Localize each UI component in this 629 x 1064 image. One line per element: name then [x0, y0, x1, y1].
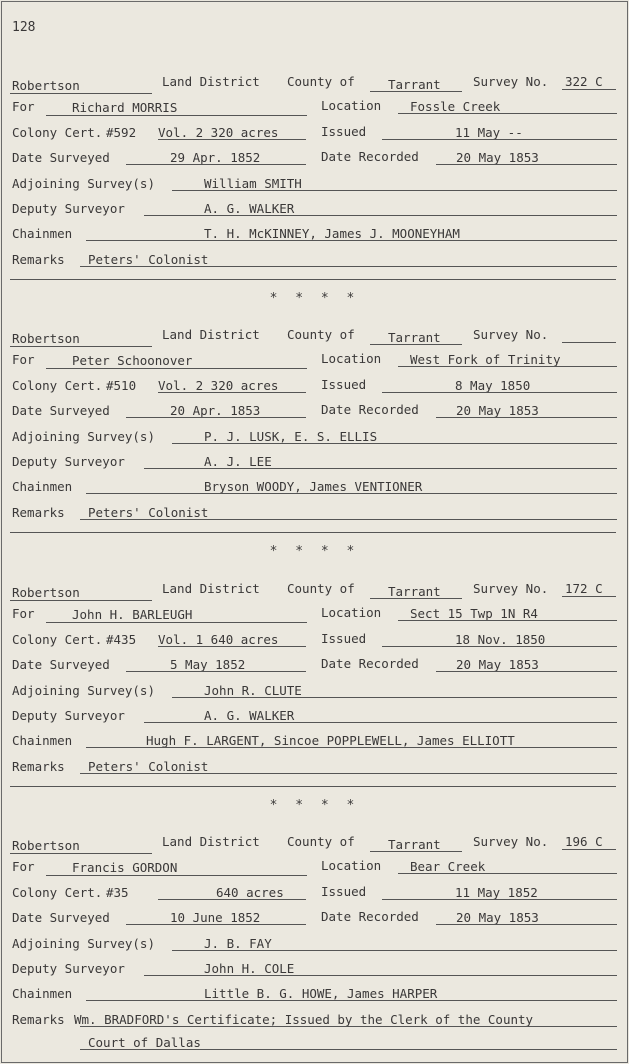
cert-no-value: #592 [106, 124, 137, 140]
adjoining-value: J. B. FAY [204, 935, 272, 951]
remarks-value: Wm. BRADFORD's Certificate; Issued by the Clerk of the County [74, 1011, 534, 1027]
fill-line [80, 773, 617, 774]
for-value: Richard MORRIS [72, 100, 178, 116]
county-value: Tarrant [388, 584, 441, 599]
date-recorded-label: Date Recorded [321, 402, 419, 418]
fill-line [126, 164, 306, 165]
fill-line [398, 366, 617, 367]
remarks-value: Peters' Colonist [88, 504, 209, 520]
survey-no-value: 322 C [565, 74, 603, 89]
fill-line [126, 671, 306, 672]
location-label: Location [321, 98, 382, 114]
colony-cert-label: Colony Cert. [12, 124, 103, 140]
fill-line [436, 164, 617, 165]
county-of-label: County of [287, 74, 355, 89]
fill-line [80, 1049, 617, 1050]
survey-no-value: 172 C [565, 581, 603, 596]
fill-line [46, 368, 307, 369]
fill-line [562, 342, 616, 343]
adjoining-label: Adjoining Survey(s) [12, 428, 155, 444]
district-value: Robertson [12, 838, 80, 853]
issued-value: 11 May -- [455, 124, 523, 140]
fill-line [172, 190, 617, 191]
fill-line [398, 620, 617, 621]
fill-line [370, 598, 462, 599]
location-value: West Fork of Trinity [410, 352, 561, 368]
district-value: Robertson [12, 585, 80, 600]
fill-line [382, 392, 617, 393]
remarks-label: Remarks [12, 758, 65, 774]
fill-line [144, 722, 617, 723]
record-bottom-rule [10, 532, 616, 533]
date-recorded-value: 20 May 1853 [456, 910, 539, 926]
adjoining-label: Adjoining Survey(s) [12, 175, 155, 191]
fill-line [86, 240, 617, 241]
adjoining-value: John R. CLUTE [204, 682, 302, 698]
fill-line [172, 950, 617, 951]
cert-no-value: #35 [106, 884, 129, 900]
fill-line [86, 747, 617, 748]
fill-line [86, 493, 617, 494]
county-of-label: County of [287, 581, 355, 596]
survey-no-label: Survey No. [473, 74, 549, 89]
fill-line [80, 519, 617, 520]
date-surveyed-label: Date Surveyed [12, 910, 110, 926]
issued-label: Issued [321, 376, 367, 392]
remarks-label: Remarks [12, 504, 65, 520]
land-district-label: Land District [162, 74, 260, 89]
fill-line [158, 646, 306, 647]
fill-line [10, 600, 152, 601]
issued-value: 11 May 1852 [455, 884, 538, 900]
record-separator: * * * * [269, 544, 360, 560]
remarks-continued-value: Court of Dallas [88, 1035, 201, 1051]
deputy-surveyor-value: A. J. LEE [204, 454, 272, 469]
fill-line [46, 115, 307, 116]
deputy-surveyor-label: Deputy Surveyor [12, 961, 125, 976]
cert-vol-value: Vol. 2 320 acres [158, 377, 279, 393]
colony-cert-label: Colony Cert. [12, 884, 103, 900]
date-surveyed-label: Date Surveyed [12, 150, 110, 166]
date-recorded-value: 20 May 1853 [456, 403, 539, 419]
date-surveyed-value: 10 June 1852 [170, 910, 261, 926]
remarks-value: Peters' Colonist [88, 758, 209, 774]
fill-line [80, 1026, 617, 1027]
issued-value: 18 Nov. 1850 [455, 631, 546, 647]
fill-line [562, 849, 616, 850]
county-value: Tarrant [388, 77, 441, 92]
fill-line [158, 899, 306, 900]
fill-line [144, 468, 617, 469]
fill-line [370, 344, 462, 345]
colony-cert-label: Colony Cert. [12, 631, 103, 647]
date-surveyed-value: 29 Apr. 1852 [170, 150, 261, 166]
remarks-label: Remarks [12, 1011, 65, 1027]
county-value: Tarrant [388, 330, 441, 345]
deputy-surveyor-value: A. G. WALKER [204, 708, 295, 723]
fill-line [10, 93, 152, 94]
chainmen-value: Bryson WOODY, James VENTIONER [204, 479, 423, 495]
issued-label: Issued [321, 630, 367, 646]
location-value: Fossle Creek [410, 99, 501, 115]
for-value: Peter Schoonover [72, 353, 193, 369]
cert-vol-value: 640 acres [216, 884, 284, 900]
fill-line [370, 851, 462, 852]
fill-line [382, 899, 617, 900]
record-separator: * * * * [269, 798, 360, 814]
fill-line [398, 113, 617, 114]
date-recorded-label: Date Recorded [321, 656, 419, 672]
remarks-label: Remarks [12, 251, 65, 267]
county-of-label: County of [287, 834, 355, 849]
fill-line [144, 975, 617, 976]
location-value: Sect 15 Twp 1N R4 [410, 606, 538, 622]
date-recorded-label: Date Recorded [321, 149, 419, 165]
date-recorded-label: Date Recorded [321, 909, 419, 925]
deputy-surveyor-label: Deputy Surveyor [12, 454, 125, 469]
fill-line [158, 139, 306, 140]
fill-line [10, 853, 152, 854]
fill-line [172, 697, 617, 698]
fill-line [382, 646, 617, 647]
district-value: Robertson [12, 78, 80, 93]
for-label: For [12, 352, 35, 368]
cert-no-value: #435 [106, 631, 137, 647]
fill-line [436, 671, 617, 672]
fill-line [172, 443, 617, 444]
deputy-surveyor-label: Deputy Surveyor [12, 201, 125, 216]
survey-no-label: Survey No. [473, 581, 549, 596]
location-label: Location [321, 858, 382, 874]
fill-line [436, 924, 617, 925]
location-value: Bear Creek [410, 859, 486, 875]
issued-label: Issued [321, 123, 367, 139]
adjoining-label: Adjoining Survey(s) [12, 682, 155, 698]
district-value: Robertson [12, 331, 80, 346]
date-surveyed-label: Date Surveyed [12, 657, 110, 673]
chainmen-label: Chainmen [12, 986, 73, 1002]
deputy-surveyor-value: John H. COLE [204, 961, 295, 976]
fill-line [382, 139, 617, 140]
survey-no-label: Survey No. [473, 327, 549, 342]
date-surveyed-value: 5 May 1852 [170, 657, 246, 673]
for-label: For [12, 606, 35, 622]
date-surveyed-value: 20 Apr. 1853 [170, 403, 261, 419]
location-label: Location [321, 351, 382, 367]
chainmen-label: Chainmen [12, 733, 73, 749]
land-district-label: Land District [162, 327, 260, 342]
cert-vol-value: Vol. 1 640 acres [158, 631, 279, 647]
chainmen-label: Chainmen [12, 226, 73, 242]
date-recorded-value: 20 May 1853 [456, 657, 539, 673]
issued-value: 8 May 1850 [455, 377, 531, 393]
adjoining-value: P. J. LUSK, E. S. ELLIS [204, 428, 378, 444]
for-label: For [12, 99, 35, 115]
land-district-label: Land District [162, 581, 260, 596]
chainmen-value: T. H. McKINNEY, James J. MOONEYHAM [204, 226, 460, 242]
fill-line [370, 91, 462, 92]
for-label: For [12, 859, 35, 875]
county-value: Tarrant [388, 837, 441, 852]
location-label: Location [321, 605, 382, 621]
record-separator: * * * * [269, 291, 360, 307]
chainmen-label: Chainmen [12, 479, 73, 495]
fill-line [126, 417, 306, 418]
fill-line [398, 873, 617, 874]
fill-line [10, 346, 152, 347]
date-recorded-value: 20 May 1853 [456, 150, 539, 166]
fill-line [436, 417, 617, 418]
survey-no-label: Survey No. [473, 834, 549, 849]
adjoining-label: Adjoining Survey(s) [12, 935, 155, 951]
chainmen-value: Little B. G. HOWE, James HARPER [204, 986, 438, 1002]
fill-line [126, 924, 306, 925]
county-of-label: County of [287, 327, 355, 342]
fill-line [562, 596, 616, 597]
cert-no-value: #510 [106, 377, 137, 393]
date-surveyed-label: Date Surveyed [12, 403, 110, 419]
record-bottom-rule [10, 279, 616, 280]
cert-vol-value: Vol. 2 320 acres [158, 124, 279, 140]
record-bottom-rule [10, 786, 616, 787]
deputy-surveyor-value: A. G. WALKER [204, 201, 295, 216]
adjoining-value: William SMITH [204, 175, 302, 191]
survey-no-value: 196 C [565, 834, 603, 849]
issued-label: Issued [321, 883, 367, 899]
chainmen-value: Hugh F. LARGENT, Sincoe POPPLEWELL, James ELLIOTT [146, 733, 515, 749]
fill-line [46, 622, 307, 623]
deputy-surveyor-label: Deputy Surveyor [12, 708, 125, 723]
fill-line [86, 1000, 617, 1001]
land-district-label: Land District [162, 834, 260, 849]
fill-line [562, 89, 616, 90]
colony-cert-label: Colony Cert. [12, 377, 103, 393]
for-value: Francis GORDON [72, 860, 178, 876]
fill-line [144, 215, 617, 216]
remarks-value: Peters' Colonist [88, 251, 209, 267]
fill-line [46, 875, 307, 876]
fill-line [158, 392, 306, 393]
page-number: 128 [12, 20, 36, 35]
for-value: John H. BARLEUGH [72, 607, 193, 623]
fill-line [80, 266, 617, 267]
